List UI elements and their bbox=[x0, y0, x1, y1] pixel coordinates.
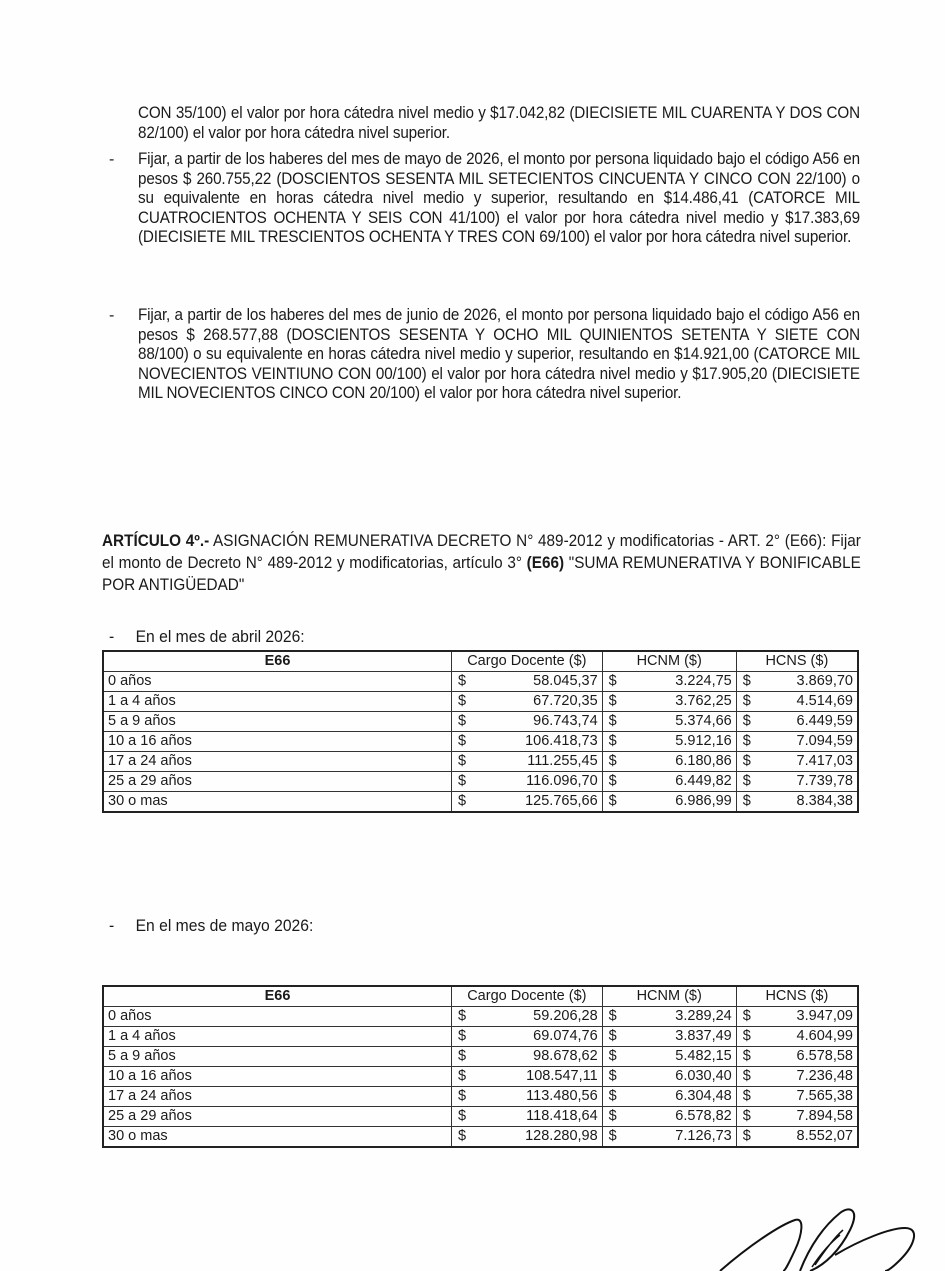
cargo-docente-cell bbox=[452, 1067, 603, 1087]
currency-symbol: $ bbox=[608, 1108, 617, 1124]
hcns-cell bbox=[736, 1027, 858, 1047]
amount-value: 3.837,49 bbox=[675, 1028, 732, 1044]
table-header-row bbox=[103, 651, 858, 672]
currency-symbol: $ bbox=[608, 1088, 617, 1104]
bullet-dash: - bbox=[109, 917, 115, 935]
e66-table-may bbox=[102, 985, 859, 1148]
hcns-cell bbox=[736, 1127, 858, 1148]
hcns-cell bbox=[736, 792, 858, 813]
currency-symbol: $ bbox=[742, 1068, 751, 1084]
hcnm-cell bbox=[602, 752, 736, 772]
hcns-cell bbox=[736, 752, 858, 772]
amount-value: 116.096,70 bbox=[526, 773, 598, 789]
amount-value: 67.720,35 bbox=[533, 693, 598, 709]
seniority-label: 30 o mas bbox=[103, 792, 452, 813]
currency-symbol: $ bbox=[742, 1108, 751, 1124]
currency-symbol: $ bbox=[608, 1128, 617, 1144]
amount-value: 108.547,11 bbox=[526, 1068, 598, 1084]
currency-symbol: $ bbox=[742, 773, 751, 789]
cargo-docente-cell bbox=[452, 732, 603, 752]
amount-value: 4.514,69 bbox=[796, 693, 853, 709]
currency-symbol: $ bbox=[742, 1008, 751, 1024]
cargo-docente-cell bbox=[452, 712, 603, 732]
amount-value: 5.912,16 bbox=[675, 733, 732, 749]
seniority-label: 0 años bbox=[103, 1007, 452, 1027]
e66-table-april bbox=[102, 650, 859, 813]
currency-symbol: $ bbox=[458, 673, 467, 689]
seniority-label: 30 o mas bbox=[103, 1127, 452, 1148]
cargo-docente-cell bbox=[452, 1087, 603, 1107]
currency-symbol: $ bbox=[458, 793, 467, 809]
currency-symbol: $ bbox=[608, 713, 617, 729]
cargo-docente-cell bbox=[452, 792, 603, 813]
amount-value: 3.947,09 bbox=[796, 1008, 853, 1024]
currency-symbol: $ bbox=[458, 1128, 467, 1144]
cargo-docente-cell bbox=[452, 1047, 603, 1067]
currency-symbol: $ bbox=[742, 793, 751, 809]
currency-symbol: $ bbox=[608, 1048, 617, 1064]
hcns-cell bbox=[736, 672, 858, 692]
hcnm-cell bbox=[602, 1047, 736, 1067]
amount-value: 7.565,38 bbox=[796, 1088, 853, 1104]
amount-value: 106.418,73 bbox=[525, 733, 598, 749]
currency-symbol: $ bbox=[608, 1028, 617, 1044]
amount-value: 7.094,59 bbox=[796, 733, 853, 749]
seniority-label: 5 a 9 años bbox=[103, 712, 452, 732]
currency-symbol: $ bbox=[742, 753, 751, 769]
currency-symbol: $ bbox=[742, 673, 751, 689]
table-row bbox=[103, 712, 858, 732]
hcns-cell bbox=[736, 732, 858, 752]
hcnm-cell bbox=[602, 772, 736, 792]
currency-symbol: $ bbox=[458, 1108, 467, 1124]
amount-value: 7.126,73 bbox=[675, 1128, 732, 1144]
seniority-label: 17 a 24 años bbox=[103, 752, 452, 772]
table-row bbox=[103, 672, 858, 692]
currency-symbol: $ bbox=[608, 1008, 617, 1024]
currency-symbol: $ bbox=[742, 693, 751, 709]
seniority-label: 1 a 4 años bbox=[103, 1027, 452, 1047]
amount-value: 3.869,70 bbox=[796, 673, 853, 689]
cargo-docente-cell bbox=[452, 692, 603, 712]
currency-symbol: $ bbox=[458, 1048, 467, 1064]
currency-symbol: $ bbox=[608, 773, 617, 789]
hcns-cell bbox=[736, 1007, 858, 1027]
currency-symbol: $ bbox=[458, 1088, 467, 1104]
amount-value: 7.894,58 bbox=[796, 1108, 853, 1124]
amount-value: 98.678,62 bbox=[533, 1048, 598, 1064]
currency-symbol: $ bbox=[742, 1028, 751, 1044]
amount-value: 6.304,48 bbox=[675, 1088, 732, 1104]
table-row bbox=[103, 1007, 858, 1027]
table-row bbox=[103, 692, 858, 712]
amount-value: 59.206,28 bbox=[533, 1008, 598, 1024]
currency-symbol: $ bbox=[608, 673, 617, 689]
currency-symbol: $ bbox=[458, 693, 467, 709]
table-row bbox=[103, 792, 858, 813]
cargo-docente-cell bbox=[452, 752, 603, 772]
currency-symbol: $ bbox=[458, 733, 467, 749]
paragraph-junio-a56: Fijar, a partir de los haberes del mes de junio de 2026, el monto por persona liquidado bajo el código A56 en pesos $ 268.577,88 (DOSCIENTOS SESENTA Y OCHO MIL QUINIENTOS SETENTA Y SIETE CON 88/100) o su equivalente en horas cátedra nivel medio y superior, resultando en $14.921,00 (CATORCE MIL NOVECIENTOS VEINTIUNO CON 00/100) el valor por hora cátedra nivel medio y $17.905,20 (DIECISIETE MIL NOVECIENTOS CINCO CON 20/100) el valor por hora cátedra nivel superior. bbox=[138, 306, 860, 403]
header-e66: E66 bbox=[103, 651, 452, 672]
article-heading: ARTÍCULO 4º.- bbox=[102, 532, 210, 550]
amount-value: 113.480,56 bbox=[526, 1088, 598, 1104]
hcns-cell bbox=[736, 692, 858, 712]
article-4-paragraph bbox=[102, 530, 861, 596]
seniority-label: 17 a 24 años bbox=[103, 1087, 452, 1107]
seniority-label: 5 a 9 años bbox=[103, 1047, 452, 1067]
cargo-docente-cell bbox=[452, 772, 603, 792]
amount-value: 118.418,64 bbox=[526, 1108, 598, 1124]
bullet-dash: - bbox=[109, 307, 115, 324]
hcnm-cell bbox=[602, 1087, 736, 1107]
table-row bbox=[103, 1047, 858, 1067]
cargo-docente-cell bbox=[452, 1027, 603, 1047]
amount-value: 4.604,99 bbox=[796, 1028, 853, 1044]
header-hcnm: HCNM ($) bbox=[602, 651, 736, 672]
hcnm-cell bbox=[602, 1027, 736, 1047]
currency-symbol: $ bbox=[742, 1128, 751, 1144]
currency-symbol: $ bbox=[608, 733, 617, 749]
cargo-docente-cell bbox=[452, 672, 603, 692]
amount-value: 5.374,66 bbox=[675, 713, 732, 729]
currency-symbol: $ bbox=[458, 1028, 467, 1044]
hcnm-cell bbox=[602, 1007, 736, 1027]
amount-value: 69.074,76 bbox=[533, 1028, 598, 1044]
amount-value: 7.236,48 bbox=[796, 1068, 853, 1084]
header-hcnm: HCNM ($) bbox=[602, 986, 736, 1007]
currency-symbol: $ bbox=[608, 753, 617, 769]
signature-icon bbox=[700, 1195, 945, 1271]
hcnm-cell bbox=[602, 712, 736, 732]
currency-symbol: $ bbox=[608, 793, 617, 809]
amount-value: 3.762,25 bbox=[675, 693, 732, 709]
amount-value: 6.578,58 bbox=[796, 1048, 853, 1064]
amount-value: 5.482,15 bbox=[675, 1048, 732, 1064]
hcns-cell bbox=[736, 1067, 858, 1087]
amount-value: 3.289,24 bbox=[675, 1008, 732, 1024]
seniority-label: 10 a 16 años bbox=[103, 1067, 452, 1087]
currency-symbol: $ bbox=[608, 1068, 617, 1084]
amount-value: 6.986,99 bbox=[675, 793, 732, 809]
table-row bbox=[103, 772, 858, 792]
month-label-text: En el mes de abril 2026: bbox=[135, 628, 305, 646]
paragraph-mayo-a56: Fijar, a partir de los haberes del mes de mayo de 2026, el monto por persona liquidado bajo el código A56 en pesos $ 260.755,22 (DOSCIENTOS SESENTA MIL SETECIENTOS CINCUENTA Y CINCO CON 22/100) o su equivalente en horas cátedra nivel medio y superior, resultando en $14.486,41 (CATORCE MIL CUATROCIENTOS OCHENTA Y SEIS CON 41/100) el valor por hora cátedra nivel medio y $17.383,69 (DIECISIETE MIL TRESCIENTOS OCHENTA Y TRES CON 69/100) el valor por hora cátedra nivel superior. bbox=[138, 150, 860, 247]
month-label-text: En el mes de mayo 2026: bbox=[135, 917, 314, 935]
article-text-1: ASIGNACIÓN REMUNERATIVA DECRETO N° 489-2012 y modificatorias - ART. 2° (E66): Fijar el monto de Decreto N° 489-2012 y modificatorias, artículo 3° bbox=[102, 532, 861, 572]
seniority-label: 10 a 16 años bbox=[103, 732, 452, 752]
hcnm-cell bbox=[602, 732, 736, 752]
paragraph-continuation: CON 35/100) el valor por hora cátedra nivel medio y $17.042,82 (DIECISIETE MIL CUARENTA Y DOS CON 82/100) el valor por hora cátedra nivel superior. bbox=[138, 104, 860, 142]
seniority-label: 25 a 29 años bbox=[103, 1107, 452, 1127]
table-row bbox=[103, 1067, 858, 1087]
amount-value: 6.030,40 bbox=[675, 1068, 732, 1084]
amount-value: 7.739,78 bbox=[796, 773, 853, 789]
cargo-docente-cell bbox=[452, 1107, 603, 1127]
amount-value: 7.417,03 bbox=[796, 753, 853, 769]
amount-value: 111.255,45 bbox=[527, 753, 598, 769]
hcnm-cell bbox=[602, 692, 736, 712]
currency-symbol: $ bbox=[458, 713, 467, 729]
hcns-cell bbox=[736, 712, 858, 732]
hcnm-cell bbox=[602, 1067, 736, 1087]
amount-value: 58.045,37 bbox=[533, 673, 598, 689]
amount-value: 6.449,59 bbox=[796, 713, 853, 729]
cargo-docente-cell bbox=[452, 1127, 603, 1148]
header-hcns: HCNS ($) bbox=[736, 986, 858, 1007]
article-code: (E66) bbox=[526, 554, 565, 572]
header-e66: E66 bbox=[103, 986, 452, 1007]
amount-value: 8.384,38 bbox=[796, 793, 853, 809]
hcnm-cell bbox=[602, 672, 736, 692]
hcns-cell bbox=[736, 1107, 858, 1127]
currency-symbol: $ bbox=[458, 753, 467, 769]
currency-symbol: $ bbox=[458, 1068, 467, 1084]
amount-value: 6.578,82 bbox=[675, 1108, 732, 1124]
table-row bbox=[103, 1087, 858, 1107]
currency-symbol: $ bbox=[608, 693, 617, 709]
table-row bbox=[103, 732, 858, 752]
amount-value: 125.765,66 bbox=[525, 793, 598, 809]
header-cargo-docente: Cargo Docente ($) bbox=[452, 986, 603, 1007]
hcnm-cell bbox=[602, 1107, 736, 1127]
seniority-label: 0 años bbox=[103, 672, 452, 692]
currency-symbol: $ bbox=[742, 1088, 751, 1104]
hcns-cell bbox=[736, 1087, 858, 1107]
currency-symbol: $ bbox=[742, 733, 751, 749]
header-hcns: HCNS ($) bbox=[736, 651, 858, 672]
table-row bbox=[103, 1107, 858, 1127]
amount-value: 96.743,74 bbox=[533, 713, 598, 729]
table-row bbox=[103, 752, 858, 772]
table-row bbox=[103, 1027, 858, 1047]
cargo-docente-cell bbox=[452, 1007, 603, 1027]
amount-value: 6.180,86 bbox=[675, 753, 732, 769]
hcns-cell bbox=[736, 772, 858, 792]
bullet-dash: - bbox=[109, 151, 115, 168]
currency-symbol: $ bbox=[742, 713, 751, 729]
month-label-may bbox=[109, 917, 313, 936]
header-cargo-docente: Cargo Docente ($) bbox=[452, 651, 603, 672]
article-text-2: "SUMA REMUNERATIVA Y BONIFICABLE POR ANTIGÜEDAD" bbox=[102, 554, 861, 594]
seniority-label: 25 a 29 años bbox=[103, 772, 452, 792]
seniority-label: 1 a 4 años bbox=[103, 692, 452, 712]
table-header-row bbox=[103, 986, 858, 1007]
month-label-april bbox=[109, 628, 305, 647]
hcnm-cell bbox=[602, 1127, 736, 1148]
currency-symbol: $ bbox=[458, 773, 467, 789]
hcns-cell bbox=[736, 1047, 858, 1067]
currency-symbol: $ bbox=[458, 1008, 467, 1024]
amount-value: 128.280,98 bbox=[525, 1128, 598, 1144]
table-row bbox=[103, 1127, 858, 1148]
currency-symbol: $ bbox=[742, 1048, 751, 1064]
amount-value: 3.224,75 bbox=[675, 673, 732, 689]
hcnm-cell bbox=[602, 792, 736, 813]
amount-value: 6.449,82 bbox=[675, 773, 732, 789]
amount-value: 8.552,07 bbox=[796, 1128, 853, 1144]
bullet-dash: - bbox=[109, 628, 115, 646]
